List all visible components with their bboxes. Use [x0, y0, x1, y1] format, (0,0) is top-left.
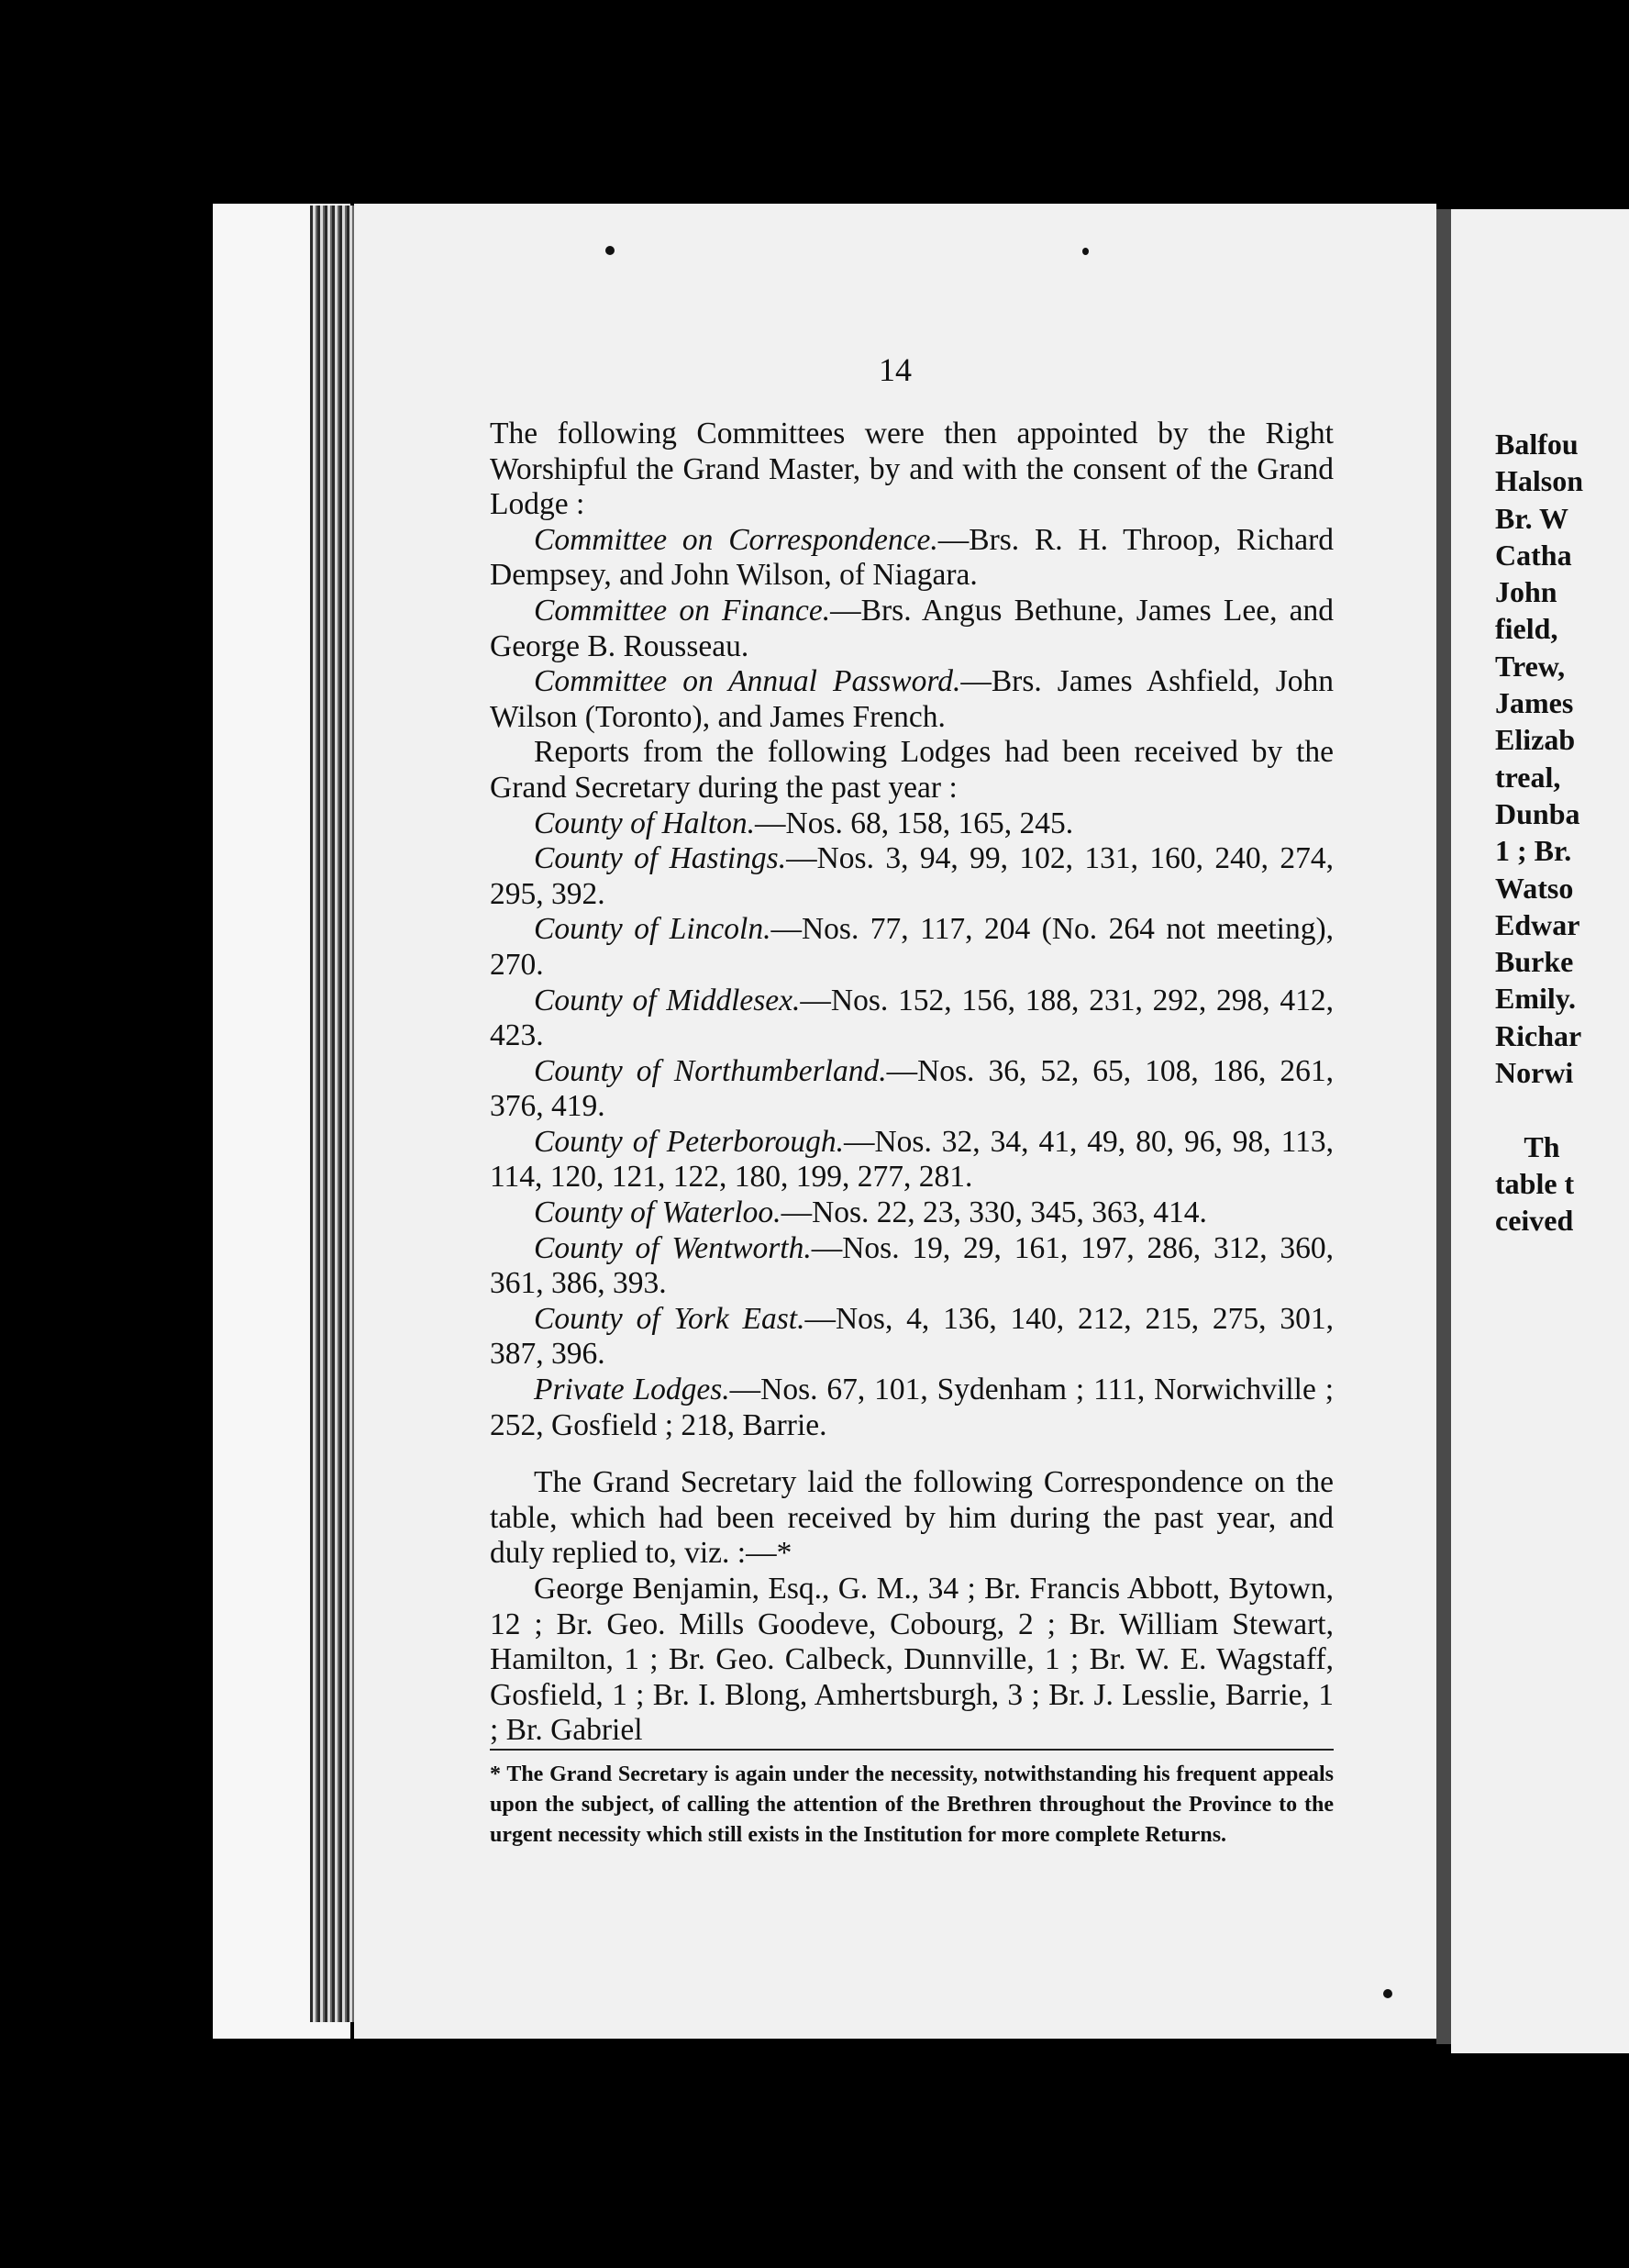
paragraph-text: —Brs. R. H. Throop, Richard Dempsey, and John Wilson, of Niagara.	[490, 522, 1335, 593]
right-page-fragment	[1451, 209, 1629, 2053]
right-page-line: Catha	[1495, 538, 1572, 572]
paragraph-text: —Nos. 68, 158, 165, 245.	[755, 806, 1074, 840]
paragraph: The following Committees were then appointed by the Right Worshipful the Grand Master, by and with the consent of the Grand Lodge :	[490, 417, 1334, 522]
paragraph-heading: County of Peterborough.	[534, 1124, 844, 1159]
paragraph-text: —Nos. 152, 156, 188, 231, 292, 298, 412, 423.	[490, 983, 1334, 1053]
paragraph-text: —Nos. 19, 29, 161, 197, 286, 312, 360, 361, 386, 393.	[490, 1230, 1334, 1301]
footnote: * The Grand Secretary is again under the necessity, notwithstanding his frequent appeals upon the subject, of calling the attention of the Brethren throughout the Province to the urgent necessity which still exists in the Institution for more complete Returns.	[490, 1762, 1334, 1847]
right-page-line: Norwi	[1495, 1056, 1574, 1090]
paragraph-heading: Committee on Finance.	[534, 593, 831, 628]
right-page-line: Watso	[1495, 871, 1574, 905]
right-page-line: field,	[1495, 612, 1558, 646]
paragraph-heading: County of Lincoln.	[534, 912, 771, 947]
paragraph-text: —Nos. 67, 101, Sydenham ; 111, Norwichville ; 252, Gosfield ; 218, Barrie.	[490, 1373, 1335, 1442]
footnote-rule	[490, 1749, 1334, 1751]
paragraph	[490, 806, 1334, 842]
paragraph-heading: Committee on Correspondence.	[534, 522, 938, 557]
paragraph-text: —Nos. 22, 23, 330, 345, 363, 414.	[781, 1195, 1207, 1230]
right-page-line: ceived	[1495, 1204, 1574, 1238]
paragraph	[490, 594, 1334, 664]
page-edges	[310, 206, 354, 2022]
paragraph-heading: County of Northumberland.	[534, 1053, 887, 1088]
paragraph	[490, 984, 1334, 1054]
ink-speck	[1082, 248, 1089, 255]
paragraph	[490, 1125, 1334, 1195]
paragraph-heading: County of Wentworth.	[534, 1230, 812, 1265]
paragraph-heading: County of Waterloo.	[534, 1195, 781, 1230]
right-page-line: Emily.	[1495, 982, 1577, 1016]
page-body-text	[490, 417, 1334, 1749]
paragraph-heading: County of Middlesex.	[534, 983, 801, 1017]
paragraph-heading: County of Hastings.	[534, 841, 787, 876]
right-page-line: Edwar	[1495, 907, 1580, 941]
paragraph-gap	[490, 1443, 1334, 1465]
paragraph: The Grand Secretary laid the following Correspondence on the table, which had been received by him during the past year, and duly replied to, viz. :—*	[490, 1465, 1334, 1571]
right-page-lines	[1495, 426, 1583, 1240]
paragraph-heading: Committee on Annual Password.	[534, 664, 961, 699]
paragraph-text: —Nos, 4, 136, 140, 212, 215, 275, 301, 387, 396.	[490, 1301, 1334, 1372]
right-page-line: table t	[1495, 1166, 1575, 1200]
right-page-line: Halson	[1495, 464, 1584, 498]
paragraph-text: —Nos. 36, 52, 65, 108, 186, 261, 376, 419.	[490, 1053, 1334, 1124]
right-page-line	[1495, 1091, 1583, 1128]
right-page-line: treal,	[1495, 760, 1561, 794]
paragraph	[490, 841, 1334, 912]
left-page	[354, 204, 1436, 2039]
paragraph-text: —Nos. 77, 117, 204 (No. 264 not meeting), 270.	[490, 912, 1334, 982]
right-page-line: Th	[1495, 1129, 1560, 1163]
paragraph-text: —Brs. James Ashfield, John Wilson (Toronto), and James French.	[490, 664, 1335, 734]
right-page-line: John	[1495, 575, 1565, 609]
paragraph: George Benjamin, Esq., G. M., 34 ; Br. Francis Abbott, Bytown, 12 ; Br. Geo. Mills Goodeve, Cobourg, 2 ; Br. William Stewart, Hamilton, 1 ; Br. Geo. Calbeck, Dunnville, 1 ; Br. W. E. Wagstaff, Gosfield, 1 ; Br. I. Blong, Amhertsburgh, 3 ; Br. J. Lesslie, Barrie, 1 ; Br. Gabriel	[490, 1572, 1334, 1748]
ink-speck	[605, 246, 615, 255]
right-page-line: James	[1495, 686, 1574, 720]
paragraph	[490, 1231, 1334, 1302]
paragraph-text: —Brs. Angus Bethune, James Lee, and George B. Rousseau.	[490, 593, 1335, 663]
right-page-line: Burke	[1495, 945, 1574, 979]
paragraph	[490, 912, 1334, 983]
paragraph	[490, 1302, 1334, 1373]
right-page-line: 1 ; Br.	[1495, 834, 1572, 868]
paragraph	[490, 1195, 1334, 1231]
paragraph	[490, 1373, 1334, 1443]
book-gutter	[1436, 209, 1451, 2044]
right-page-line: Dunba	[1495, 796, 1580, 830]
paragraph-heading: Private Lodges.	[534, 1373, 730, 1407]
right-page-line: Trew,	[1495, 649, 1566, 683]
paragraph: Reports from the following Lodges had been received by the Grand Secretary during the past year :	[490, 735, 1334, 805]
right-page-line: Br. W	[1495, 501, 1569, 535]
right-page-line: Richar	[1495, 1018, 1582, 1052]
paragraph-text: —Nos. 3, 94, 99, 102, 131, 160, 240, 274, 295, 392.	[490, 841, 1334, 911]
paragraph	[490, 664, 1334, 735]
paragraph-text: —Nos. 32, 34, 41, 49, 80, 96, 98, 113, 114, 120, 121, 122, 180, 199, 277, 281.	[490, 1124, 1334, 1195]
paragraph-heading: County of Halton.	[534, 806, 756, 840]
page-number: 14	[879, 351, 912, 388]
paragraph	[490, 1054, 1334, 1125]
paragraph	[490, 523, 1334, 594]
right-page-line: Elizab	[1495, 723, 1576, 757]
paragraph-heading: County of York East.	[534, 1301, 805, 1336]
right-page-line: Balfou	[1495, 428, 1579, 461]
ink-speck	[1383, 1989, 1392, 1998]
